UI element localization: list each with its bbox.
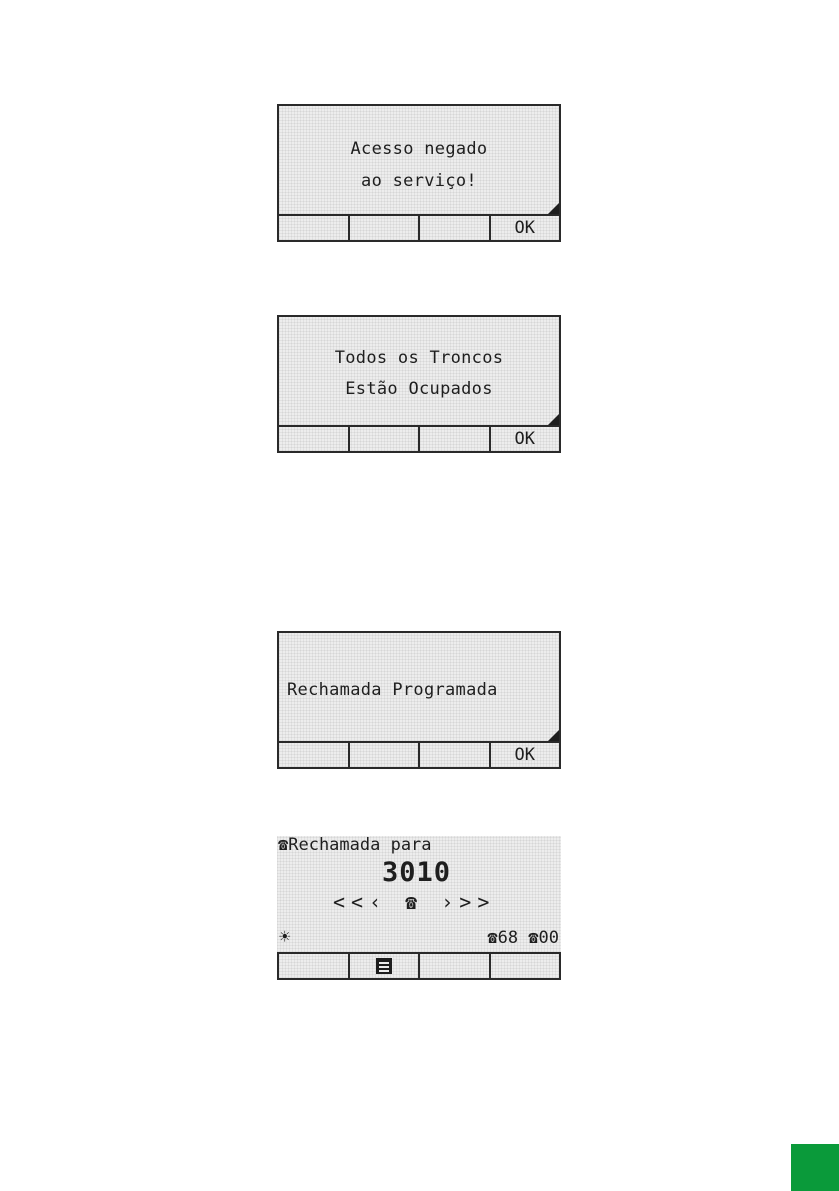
ok-softkey[interactable]: OK (489, 216, 560, 240)
softkey-1[interactable] (279, 216, 348, 240)
display-screen-access-denied (277, 104, 561, 242)
callback-title: ☎Rechamada para (278, 835, 432, 855)
softkey-2[interactable] (348, 216, 419, 240)
softkey-bar (277, 952, 561, 980)
display-screen-callback-to (277, 836, 561, 980)
softkey-bar (277, 741, 561, 769)
message-line-1: Rechamada Programada (287, 680, 498, 700)
message-line-1: Acesso negado (350, 139, 488, 159)
lcd-display (277, 104, 561, 216)
callback-number: 3010 (382, 857, 452, 888)
lcd-display (277, 315, 561, 427)
softkey-2[interactable] (348, 743, 419, 767)
display-screen-callback-scheduled (277, 631, 561, 769)
more-indicator-icon (548, 414, 559, 425)
menu-icon (376, 958, 392, 974)
status-indicators: ☎68 ☎00 (487, 928, 559, 948)
softkey-1[interactable] (279, 427, 348, 451)
ok-softkey[interactable]: OK (489, 743, 560, 767)
softkey-menu[interactable] (348, 954, 419, 978)
lcd-display (277, 836, 561, 952)
softkey-3[interactable] (418, 954, 489, 978)
softkey-bar (277, 214, 561, 242)
ok-softkey[interactable]: OK (489, 427, 560, 451)
display-screen-trunks-busy (277, 315, 561, 453)
page-tab-marker (791, 1144, 839, 1191)
scroll-arrows: <<‹ ☎ ›>> (333, 890, 496, 914)
softkey-2[interactable] (348, 427, 419, 451)
softkey-1[interactable] (279, 954, 348, 978)
more-indicator-icon (548, 730, 559, 741)
softkey-1[interactable] (279, 743, 348, 767)
brightness-icon: ☀ (279, 926, 291, 948)
message-line-1: Todos os Troncos (334, 348, 504, 368)
message-line-2: ao serviço! (361, 171, 477, 191)
more-indicator-icon (548, 203, 559, 214)
softkey-bar (277, 425, 561, 453)
message-line-2: Estão Ocupados (345, 379, 493, 399)
softkey-3[interactable] (418, 427, 489, 451)
lcd-display (277, 631, 561, 743)
softkey-3[interactable] (418, 743, 489, 767)
softkey-4[interactable] (489, 954, 560, 978)
softkey-3[interactable] (418, 216, 489, 240)
